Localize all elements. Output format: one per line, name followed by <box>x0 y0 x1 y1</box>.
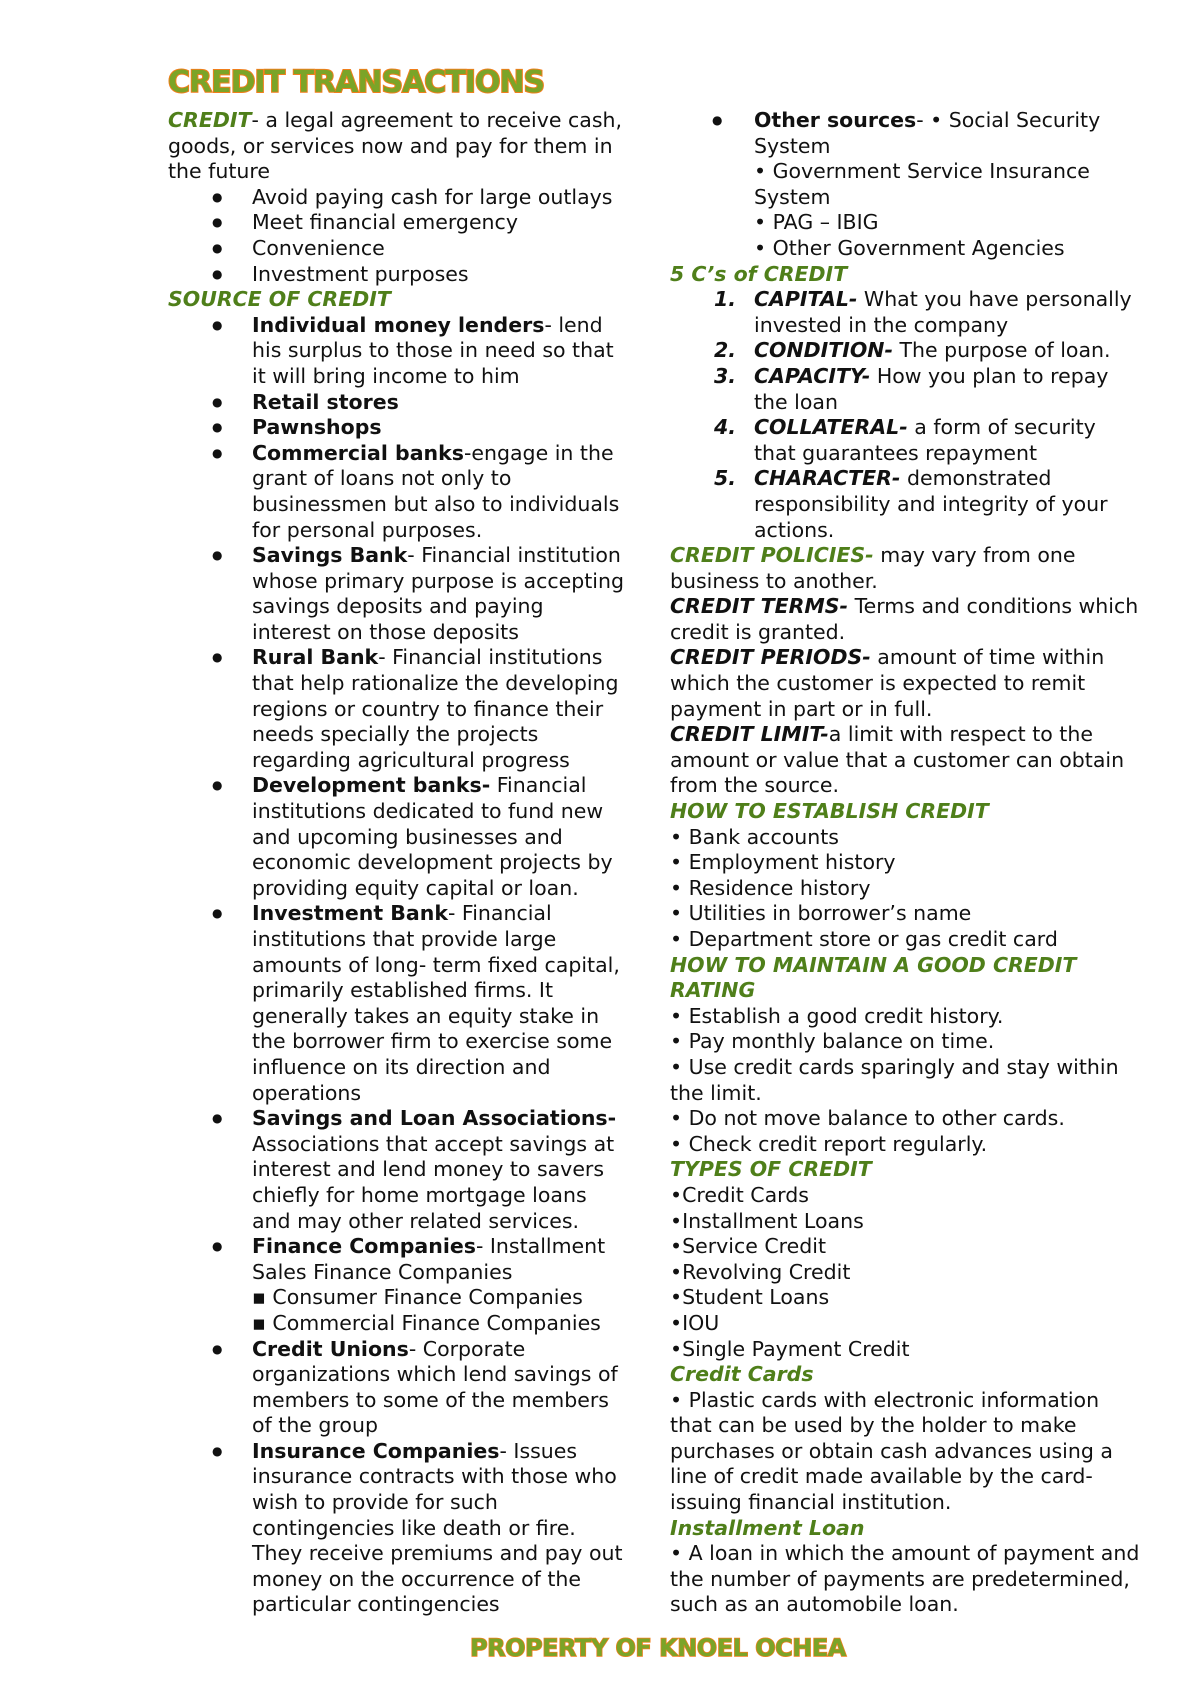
sources-list <box>168 313 628 1618</box>
list-item: ● Convenience <box>168 236 628 262</box>
source-text: - Installment Sales Finance Companies <box>252 1234 606 1284</box>
list-item <box>168 390 628 416</box>
c-text: What you have personally invested in the company <box>754 287 1132 337</box>
five-cs-heading: 5 C’s of CREDIT <box>670 261 848 286</box>
list-item <box>670 287 1140 338</box>
list-item: • Department store or gas credit card <box>670 927 1058 951</box>
source-term: Development banks- <box>252 773 491 798</box>
source-term: Savings Bank <box>252 543 408 568</box>
source-text: - lend his surplus to those in need so that it will bring income to him <box>252 312 614 388</box>
installment-text: • A loan in which the amount of payment and the number of payments are predetermined, such as an automobile loan. <box>670 1541 1140 1617</box>
list-item: • Pay monthly balance on time. <box>670 1029 995 1054</box>
source-term: Pawnshops <box>252 415 382 440</box>
c-text: a form of security that guarantees repayment <box>754 415 1096 465</box>
item-number: 4. <box>714 415 737 440</box>
credit-policies <box>670 543 1140 594</box>
list-item <box>670 338 1140 364</box>
list-item: •IOU <box>670 1310 720 1335</box>
list-item <box>168 1337 628 1439</box>
list-item: • Bank accounts <box>670 824 839 849</box>
c-term: CAPACITY- <box>754 363 871 388</box>
source-heading: SOURCE OF CREDIT <box>168 287 391 312</box>
list-item: •Single Payment Credit <box>670 1336 910 1361</box>
source-text: - Financial institutions that help rationalize the developing regions or country to finance their needs specially the projects regarding agricultural progress <box>252 645 619 772</box>
source-term: Insurance Companies <box>252 1438 500 1463</box>
source-text: - Issues insurance contracts with those who wish to provide for such contingencies like death or fire. They receive premiums and pay out money on the occurrence of the particular contingencies <box>252 1438 623 1617</box>
footer-watermark: PROPERTY OF KNOEL OCHEA <box>470 1634 846 1662</box>
list-item: •Installment Loans <box>670 1208 864 1233</box>
list-item: ● Investment purposes <box>168 262 628 288</box>
limit-term: CREDIT LIMIT- <box>670 722 829 747</box>
list-item: • Utilities in borrower’s name <box>670 901 972 926</box>
item-number: 1. <box>714 287 737 312</box>
list-item <box>168 313 628 390</box>
list-item <box>670 108 1140 262</box>
source-term: Individual money lenders <box>252 312 545 337</box>
periods-text: amount of time within which the customer is expected to remit payment in part or in full. <box>670 645 1105 721</box>
sub-item: ▪ Commercial Finance Companies <box>252 1310 601 1335</box>
c-term: COLLATERAL- <box>754 415 908 440</box>
source-text: - Corporate organizations which lend savings of members to some of the members of the group <box>252 1336 618 1438</box>
sub-item: • Other Government Agencies <box>754 235 1065 260</box>
terms-term: CREDIT TERMS- <box>670 594 849 619</box>
installment-heading: Installment Loan <box>670 1515 865 1540</box>
types-heading: TYPES OF CREDIT <box>670 1157 872 1182</box>
source-text: Financial institutions dedicated to fund new and upcoming businesses and economic development projects by providing equity capital or loan. <box>252 773 613 900</box>
other-sources-line: - • Social Security System <box>754 108 1101 158</box>
credit-limit <box>670 722 1140 799</box>
list-item: ● Meet financial emergency <box>168 210 628 236</box>
policies-text: may vary from one business to another. <box>670 543 1076 593</box>
terms-text: Terms and conditions which credit is granted. <box>670 594 1139 644</box>
item-number: 5. <box>714 466 737 491</box>
source-text: -engage in the grant of loans not only to businessmen but also to individuals for personal purposes. <box>252 440 620 542</box>
item-number: 2. <box>714 338 737 363</box>
list-item <box>168 543 628 645</box>
list-item: ● Avoid paying cash for large outlays <box>168 185 628 211</box>
list-item: •Student Loans <box>670 1285 830 1310</box>
list-item: •Service Credit <box>670 1234 827 1259</box>
list-item <box>168 1439 628 1618</box>
five-cs-list <box>670 287 1140 543</box>
source-text: Associations that accept savings at interest and lend money to savers chiefly for home mortgage loans and may other related services. <box>252 1131 615 1233</box>
page-title: CREDIT TRANSACTIONS <box>168 65 545 100</box>
other-sources-list <box>670 108 1140 262</box>
credit-reasons-list <box>168 185 628 287</box>
maintain-heading: HOW TO MAINTAIN A GOOD CREDIT RATING <box>670 952 1077 1003</box>
list-item <box>670 415 1140 466</box>
list-item: • Do not move balance to other cards. <box>670 1106 1065 1131</box>
source-term: Commercial banks <box>252 440 464 465</box>
credit-cards-text: • Plastic cards with electronic information that can be used by the holder to make purchases or obtain cash advances using a line of credit made available by the card-issuing financial institution. <box>670 1387 1113 1515</box>
sub-item: • PAG – IBIG <box>754 210 879 235</box>
source-term: Credit Unions <box>252 1336 409 1361</box>
list-item: •Revolving Credit <box>670 1259 851 1284</box>
c-text: The purpose of loan. <box>892 338 1111 363</box>
credit-term: CREDIT <box>168 108 252 132</box>
source-text: - Financial institution whose primary purpose is accepting savings deposits and paying interest on those deposits <box>252 543 625 644</box>
list-item <box>670 364 1140 415</box>
list-item: • Use credit cards sparingly and stay within the limit. <box>670 1054 1119 1105</box>
list-item <box>168 415 628 441</box>
list-item <box>168 645 628 773</box>
list-item: • Residence history <box>670 875 871 900</box>
c-text: How you plan to repay the loan <box>754 363 1109 414</box>
list-item <box>670 466 1140 543</box>
other-sources-term: Other sources <box>754 108 917 132</box>
credit-definition <box>168 108 628 185</box>
policies-term: CREDIT POLICIES- <box>670 543 874 568</box>
source-term: Savings and Loan Associations- <box>252 1106 617 1131</box>
item-number: 3. <box>714 363 737 388</box>
list-item <box>168 773 628 901</box>
list-item: •Credit Cards <box>670 1182 809 1207</box>
list-item: • Establish a good credit history. <box>670 1003 1004 1028</box>
source-text: - Financial institutions that provide large amounts of long- term fixed capital, primarily established firms. It generally takes an equity stake in the borrower firm to exercise some influence on its direction and operations <box>252 901 620 1105</box>
source-term: Investment Bank <box>252 901 448 926</box>
list-item <box>168 1234 628 1336</box>
c-term: CHARACTER- <box>754 466 901 491</box>
list-item: • Employment history <box>670 850 896 875</box>
limit-text: a limit with respect to the amount or value that a customer can obtain from the source. <box>670 722 1125 798</box>
establish-heading: HOW TO ESTABLISH CREDIT <box>670 799 989 824</box>
c-term: CONDITION- <box>754 338 893 363</box>
c-term: CAPITAL- <box>754 287 858 312</box>
periods-term: CREDIT PERIODS- <box>670 645 871 670</box>
list-item: • Check credit report regularly. <box>670 1131 988 1156</box>
source-term: Retail stores <box>252 389 399 414</box>
credit-terms <box>670 594 1140 645</box>
list-item <box>168 441 628 543</box>
credit-cards-heading: Credit Cards <box>670 1362 814 1387</box>
source-term: Finance Companies <box>252 1234 476 1259</box>
credit-definition-text: - a legal agreement to receive cash, goods, or services now and pay for them in the future <box>168 108 623 184</box>
sub-item: ▪ Consumer Finance Companies <box>252 1285 583 1310</box>
sub-item: • Government Service Insurance System <box>754 159 1090 209</box>
c-text: demonstrated responsibility and integrity of your actions. <box>754 466 1108 542</box>
left-column <box>168 108 628 1618</box>
list-item <box>168 1106 628 1234</box>
source-term: Rural Bank <box>252 645 379 670</box>
credit-periods <box>670 645 1140 722</box>
list-item <box>168 901 628 1106</box>
right-column <box>670 108 1140 1618</box>
